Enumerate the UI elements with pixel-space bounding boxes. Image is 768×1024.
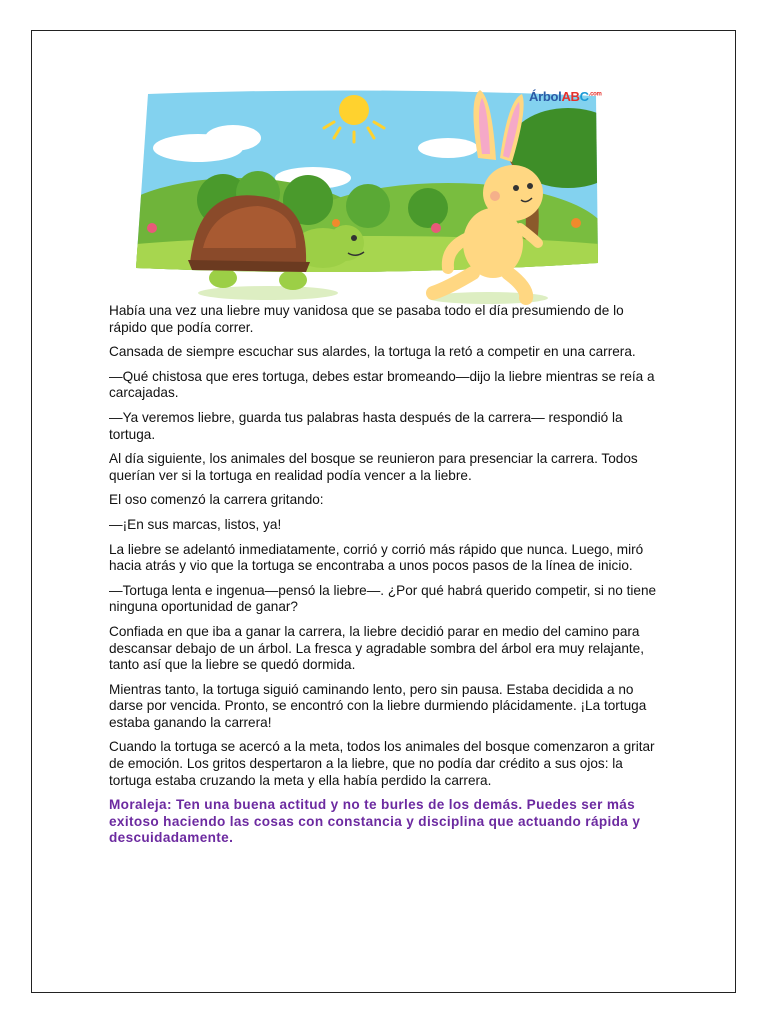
- story-illustration: [128, 88, 606, 310]
- paragraph: —Ya veremos liebre, guarda tus palabras hasta después de la carrera— respondió la tortuga.: [109, 409, 623, 442]
- paragraph: La liebre se adelantó inmediatamente, corrió y corrió más rápido que nunca. Luego, miró hacia atrás y vio que la tortuga se encontraba a unos pocos pasos de la línea de inicio.: [109, 541, 644, 574]
- paragraph: Confiada en que iba a ganar la carrera, la liebre decidió parar en medio del camino para descansar debajo de un árbol. La fresca y agradable sombra del árbol era muy relajante, tanto así que la liebre se quedó dormida.: [109, 623, 645, 673]
- paragraph: —Qué chistosa que eres tortuga, debes estar bromeando—dijo la liebre mientras se reía a carcajadas.: [109, 368, 655, 401]
- paragraph: —Tortuga lenta e ingenua—pensó la liebre—. ¿Por qué habrá querido competir, si no tiene ninguna oportunidad de ganar?: [109, 582, 657, 615]
- paragraph: Mientras tanto, la tortuga siguió caminando lento, pero sin pausa. Estaba decidida a no darse por vencida. Pronto, se encontró con la liebre durmiendo plácidamente. ¡La tortuga estaba ganando la carrera!: [109, 681, 647, 730]
- paragraph: Al día siguiente, los animales del bosque se reunieron para presenciar la carrera. Todos querían ver si la tortuga en realidad podía vencer a la liebre.: [109, 451, 638, 483]
- arbolabc-logo: ÁrbolABC$^{.com}$: [529, 89, 602, 104]
- paragraph: Cansada de siempre escuchar sus alardes, la tortuga la retó a competir en una carrera.: [109, 344, 636, 360]
- paragraph: Había una vez una liebre muy vanidosa que se pasaba todo el día presumiendo de lo rápido que podía correr.: [109, 303, 624, 335]
- paragraph: —¡En sus marcas, listos, ya!: [109, 516, 282, 532]
- moral-paragraph: Moraleja: Ten una buena actitud y no te burles de los demás. Puedes ser más exitoso haciendo las cosas con constancia y disciplina que actuando rápida y descuidadamente.: [109, 797, 641, 846]
- story-text: [109, 303, 657, 855]
- paragraph: Cuando la tortuga se acercó a la meta, todos los animales del bosque comenzaron a gritar de emoción. Los gritos despertaron a la liebre, que no podía dar crédito a sus ojos: la tortuga estaba cruzando la meta y ella había perdido la carrera.: [109, 739, 655, 788]
- paragraph: El oso comenzó la carrera gritando:: [109, 492, 324, 508]
